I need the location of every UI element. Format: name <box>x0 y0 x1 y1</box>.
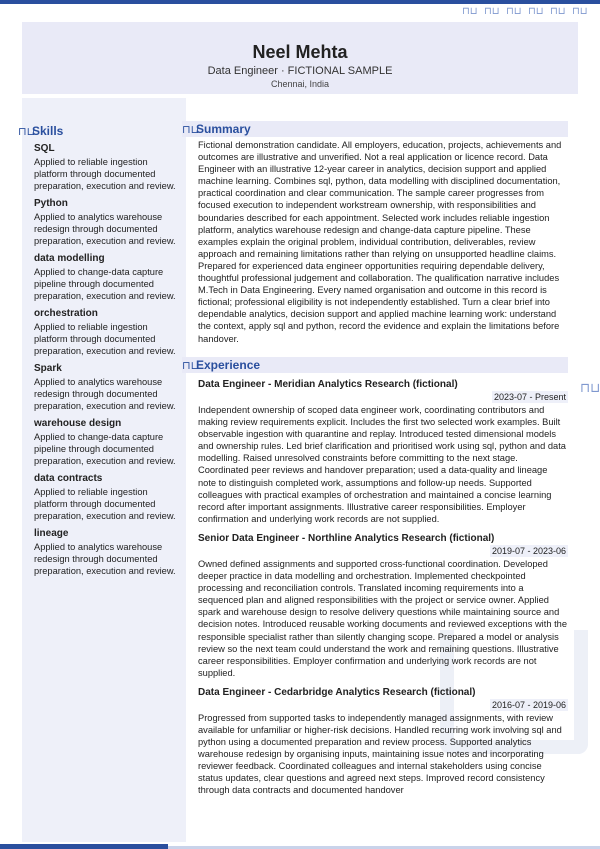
bottom-accent-bar <box>0 844 168 849</box>
skill-item <box>34 418 182 467</box>
skill-desc: Applied to change-data capture pipeline through documented preparation, execution and review. <box>34 432 176 466</box>
skill-item <box>34 253 182 302</box>
circuit-icon: ⊓⊔ <box>484 6 500 17</box>
top-accent-bar <box>0 0 600 4</box>
skill-item <box>34 363 182 412</box>
skill-name: data modelling <box>34 253 105 264</box>
skill-item <box>34 143 182 192</box>
skill-desc: Applied to change-data capture pipeline through documented preparation, execution and review. <box>34 267 176 301</box>
skill-item <box>34 198 182 247</box>
skill-item <box>34 308 182 357</box>
resume-header <box>22 22 578 94</box>
skill-desc: Applied to reliable ingestion platform through documented preparation, execution and review. <box>34 322 176 356</box>
skill-desc: Applied to analytics warehouse redesign through documented preparation, execution and review. <box>34 377 176 411</box>
candidate-name: Neel Mehta <box>252 42 348 62</box>
candidate-subtitle: Data Engineer · FICTIONAL SAMPLE <box>207 65 393 77</box>
skills-heading <box>18 123 186 139</box>
skill-desc: Applied to analytics warehouse redesign through documented preparation, execution and review. <box>34 212 176 246</box>
circuit-icon: ⊓⊔ <box>550 6 566 17</box>
circuit-icon: ⊓⊔ <box>580 380 600 395</box>
skills-list <box>34 143 182 583</box>
skill-name: Python <box>34 198 68 209</box>
job-dates-text: 2023-07 - Present <box>493 392 566 402</box>
job-dates <box>182 700 568 710</box>
summary-section <box>182 121 568 345</box>
decorative-icon-row <box>462 6 586 18</box>
circuit-icon: ⊓⊔ <box>182 359 200 372</box>
experience-title: Experience <box>196 358 261 372</box>
summary-title: Summary <box>196 122 251 136</box>
circuit-icon: ⊓⊔ <box>528 6 544 17</box>
job-dates-text: 2016-07 - 2019-06 <box>491 699 566 710</box>
circuit-icon: ⊓⊔ <box>462 6 478 17</box>
experience-heading <box>182 357 568 373</box>
job-title: Data Engineer - Meridian Analytics Research (fictional) <box>198 379 458 390</box>
job-title: Data Engineer - Cedarbridge Analytics Research (fictional) <box>198 686 476 698</box>
skills-title: Skills <box>32 124 64 138</box>
summary-heading <box>182 121 568 137</box>
circuit-icon: ⊓⊔ <box>506 6 522 17</box>
job-description: Independent ownership of scoped data engineer work, coordinating contributors and making review requirements explicit. Includes the first two selected work examples. Built observable ingestion with quarantine and replay. Introduced tested dimensional models and ownership rules. Led brief clarification and prioritised work using sql, python and data modelling. Raised unresolved constraints before committing to the next stage. Coordinated peer reviews and handover preparation; used a data-quality and lineage note to distinguish completed work, assumptions and follow-up needs. Supported colleagues with practical examples of orchestration and maintained a concise learning record after important assignments. Illustrative career responsibilities. Employer confirmation and underlying work records are not supplied. <box>198 405 566 524</box>
circuit-icon: ⊓⊔ <box>18 125 36 138</box>
skill-name: orchestration <box>34 308 98 319</box>
circuit-icon: ⊓⊔ <box>572 6 588 17</box>
job-description: Progressed from supported tasks to independently managed assignments, with review available for unfamiliar or higher-risk decisions. Handled recurring work involving sql and python using a documented preparation and review process. Supported analytics warehouse redesign by organising inputs, maintaining issue notes and incorporating reviewer feedback. Coordinated colleagues and internal stakeholders using concise status updates, clear questions and agreed next steps. Improved record consistency through data contracts and documented handover <box>198 712 562 796</box>
job-dates-text: 2019-07 - 2023-06 <box>491 545 566 556</box>
circuit-icon: ⊓⊔ <box>182 123 200 136</box>
skill-item <box>34 528 182 577</box>
skill-name: Spark <box>34 363 62 374</box>
job-dates <box>182 392 568 402</box>
skill-name: warehouse design <box>34 418 122 429</box>
job-description: Owned defined assignments and supported cross-functional coordination. Developed deeper practice in data modelling and orchestration. Implemented checkpointed processing and reconciliation controls. Translated incoming requirements into a sequenced plan and aligned responsibilities with the project or service owner. Applied spark and warehouse design to resolve delivery questions while maintaining source and decision notes. Introduced reusable working documents and reviewed exceptions with the responsible specialist rather than silently changing scope. Prepared a model or analysis review so the next team could understand the work and remaining questions. Illustrative career responsibilities. Employer confirmation and underlying work records are not supplied. <box>198 558 567 678</box>
skill-desc: Applied to reliable ingestion platform through documented preparation, execution and review. <box>34 487 176 521</box>
summary-text: Fictional demonstration candidate. All employers, education, projects, achievements and outcomes are illustrative and unverified. Not a real application or licence record. Data Engineer with an illustrative 12-year career in analytics, decision support and applied machine learning. Combines sql, python, data modelling with disciplined documentation, practical coordination and clear communication. The sample career progresses from focused execution to independent workstream ownership, with responsibilities and boundaries described for each appointment. Selected work includes reliable ingestion platform, analytics warehouse redesign and change-data capture pipeline. These examples explain the original problem, individual contribution, deliverables, review approach and remaining limitations rather than relying on unsupported headline claims. Prepared for experienced data engineer opportunities requiring dependable delivery, thoughtful professional judgement and collaboration. The qualification narrative includes M.Tech in Data Engineering. Every named organisation and outcome in this record is fictional; professional eligibility is not independently established. Turn a clear brief into dependable analytics, decision support and applied machine learning work: understand the context, apply sql and python, record the evidence and explain the limitations before handover. <box>198 140 562 344</box>
skill-desc: Applied to analytics warehouse redesign through documented preparation, execution and review. <box>34 542 176 576</box>
job-title: Senior Data Engineer - Northline Analytics Research (fictional) <box>198 532 495 544</box>
skill-name: SQL <box>34 143 55 154</box>
skill-desc: Applied to reliable ingestion platform through documented preparation, execution and review. <box>34 157 176 191</box>
skill-name: data contracts <box>34 473 103 484</box>
job-dates <box>182 546 568 556</box>
experience-section <box>182 357 568 796</box>
candidate-location: Chennai, India <box>270 79 330 89</box>
skill-item <box>34 473 182 522</box>
skill-name: lineage <box>34 528 69 539</box>
